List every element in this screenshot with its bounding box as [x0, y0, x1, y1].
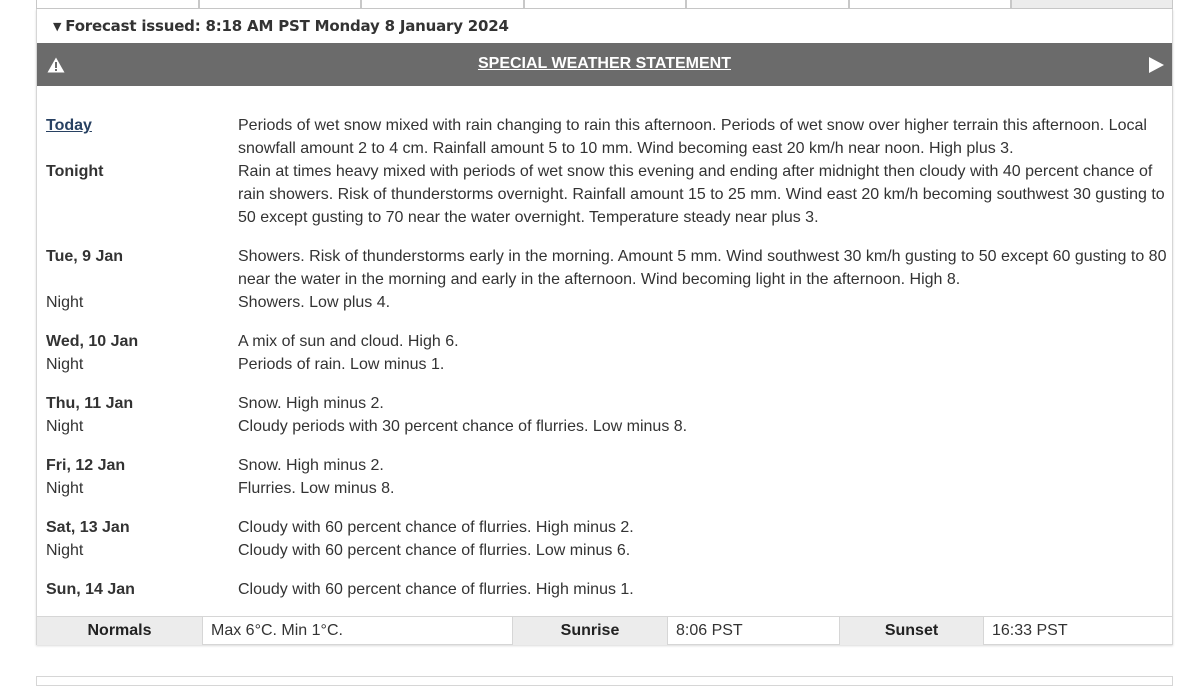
period-forecast-text: Cloudy with 60 percent chance of flurries. High minus 1. — [238, 581, 634, 598]
triangle-down-icon: ▼ — [53, 20, 62, 33]
period-forecast-text: Showers. Risk of thunderstorms early in the morning. Amount 5 mm. Wind southwest 30 km/h gusting to 50 except 60 gusting to 80 near the water in the morning and early in the afternoon. Wind becoming light in the afternoon. High 8. — [238, 248, 1167, 288]
period-label-night: Night — [46, 294, 84, 311]
period-forecast-text: Snow. High minus 2. — [238, 395, 384, 412]
sunset-value: 16:33 PST — [992, 622, 1068, 639]
period-label-today-link[interactable]: Today — [46, 117, 92, 134]
period-forecast-text: Periods of rain. Low minus 1. — [238, 356, 445, 373]
period-label-night: Night — [46, 418, 84, 435]
period-forecast-text: Cloudy with 60 percent chance of flurries. High minus 2. — [238, 519, 634, 536]
period-label: Fri, 12 Jan — [46, 457, 126, 474]
tab-stub[interactable] — [849, 0, 1011, 9]
period-forecast-text: Snow. High minus 2. — [238, 457, 384, 474]
normals-bar — [37, 616, 1172, 645]
period-forecast-text: Flurries. Low minus 8. — [238, 480, 395, 497]
period-label: Tonight — [46, 163, 104, 180]
sunrise-value: 8:06 PST — [668, 617, 840, 645]
tab-stub[interactable] — [199, 0, 361, 9]
period-label-night: Night — [46, 356, 84, 373]
alert-title-link[interactable]: SPECIAL WEATHER STATEMENT — [477, 55, 732, 72]
forecast-panel — [36, 9, 1173, 645]
tab-stub-active[interactable] — [1011, 0, 1173, 9]
period-label-night: Night — [46, 542, 84, 559]
tab-stub[interactable] — [524, 0, 686, 9]
play-arrow-icon[interactable] — [1148, 57, 1164, 73]
tab-strip — [36, 0, 1173, 9]
period-forecast-text: Cloudy with 60 percent chance of flurries. Low minus 6. — [238, 542, 631, 559]
period-forecast-text: Rain at times heavy mixed with periods of wet snow this evening and ending after midnight then cloudy with 40 percent chance of rain showers. Risk of thunderstorms overnight. Rainfall amount 15 to 25 mm. Wind east 20 km/h becoming southwest 30 gusting to 50 except gusting to 70 near the water overnight. Temperature steady near plus 3. — [238, 163, 1165, 226]
period-forecast-text: Showers. Low plus 4. — [238, 294, 391, 311]
period-label: Thu, 11 Jan — [46, 395, 134, 412]
period-forecast-text: A mix of sun and cloud. High 6. — [238, 333, 459, 350]
normals-label: Normals — [37, 617, 203, 645]
period-label: Tue, 9 Jan — [46, 248, 124, 265]
period-forecast-text: Cloudy periods with 30 percent chance of flurries. Low minus 8. — [238, 418, 688, 435]
tab-stub[interactable] — [686, 0, 849, 9]
next-section-box — [36, 676, 1173, 686]
forecast-issued-text: Forecast issued: 8:18 AM PST Monday 8 January 2024 — [65, 17, 509, 35]
period-label-night: Night — [46, 480, 84, 497]
sunset-label: Sunset — [840, 617, 984, 645]
alert-banner[interactable] — [37, 43, 1172, 86]
period-label: Sat, 13 Jan — [46, 519, 130, 536]
normals-value: Max 6°C. Min 1°C. — [203, 617, 513, 645]
tab-stub[interactable] — [361, 0, 524, 9]
sunrise-label: Sunrise — [513, 617, 668, 645]
period-label: Wed, 10 Jan — [46, 333, 139, 350]
period-forecast-text: Periods of wet snow mixed with rain changing to rain this afternoon. Periods of wet snow over higher terrain this afternoon. Local snowfall amount 2 to 4 cm. Rainfall amount 5 to 10 mm. Wind becoming east 20 km/h near noon. High plus 3. — [238, 117, 1147, 157]
forecast-issued-toggle[interactable] — [53, 17, 509, 35]
period-label: Sun, 14 Jan — [46, 581, 135, 598]
tab-stub[interactable] — [36, 0, 199, 9]
